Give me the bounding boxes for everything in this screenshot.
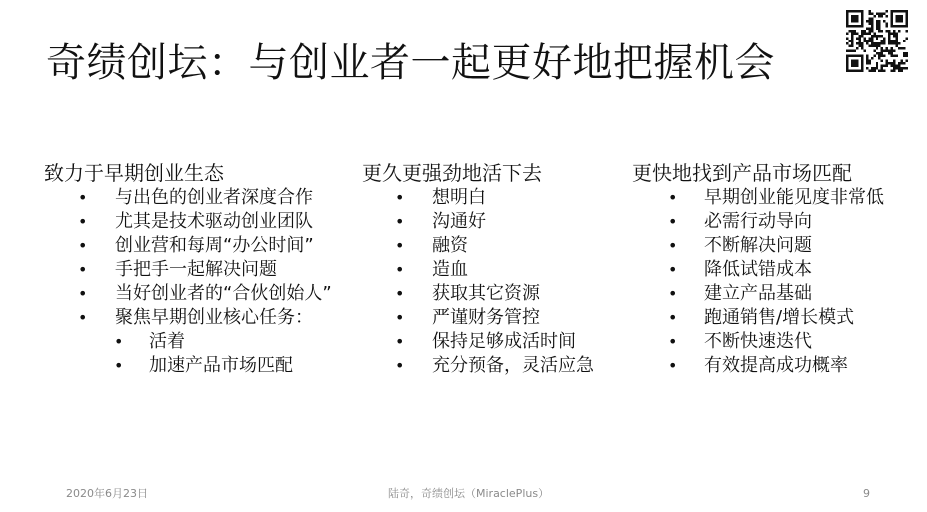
bullet-icon: • <box>395 332 405 351</box>
bullet-icon: • <box>114 332 124 351</box>
bullet-list <box>362 186 594 378</box>
bullet-text: 造血 <box>432 259 468 280</box>
bullet-icon: • <box>395 284 405 303</box>
bullet-item <box>362 210 594 234</box>
bullet-icon: • <box>668 356 678 375</box>
bullet-text: 加速产品市场匹配 <box>149 355 293 376</box>
bullet-list <box>44 186 332 378</box>
bullet-text: 充分预备，灵活应急 <box>432 355 594 376</box>
bullet-icon: • <box>668 332 678 351</box>
bullet-text: 尤其是技术驱动创业团队 <box>115 211 313 232</box>
column-heading: 更快地找到产品市场匹配 <box>632 161 852 185</box>
slide-title: 奇绩创坛：与创业者一起更好地把握机会 <box>46 40 775 86</box>
bullet-icon: • <box>395 260 405 279</box>
bullet-text: 当好创业者的“合伙创始人” <box>115 283 332 304</box>
footer-presenter: 陆奇，奇绩创坛（MiraclePlus） <box>388 487 550 500</box>
bullet-text: 融资 <box>432 235 468 256</box>
sub-bullet-item <box>44 354 332 378</box>
column-startup-ecosystem <box>44 160 332 378</box>
bullet-icon: • <box>668 260 678 279</box>
column-survive-longer <box>362 160 594 378</box>
bullet-icon: • <box>78 188 88 207</box>
bullet-icon: • <box>395 236 405 255</box>
bullet-icon: • <box>114 356 124 375</box>
bullet-icon: • <box>668 308 678 327</box>
bullet-icon: • <box>78 236 88 255</box>
bullet-item <box>632 330 884 354</box>
bullet-text: 想明白 <box>432 187 486 208</box>
bullet-text: 必需行动导向 <box>704 211 812 232</box>
bullet-item <box>44 210 332 234</box>
footer-date: 2020年6月23日 <box>66 487 148 500</box>
bullet-icon: • <box>668 236 678 255</box>
column-heading: 致力于早期创业生态 <box>44 161 224 185</box>
bullet-item <box>632 234 884 258</box>
bullet-item <box>632 306 884 330</box>
bullet-icon: • <box>668 188 678 207</box>
bullet-icon: • <box>78 308 88 327</box>
sub-bullet-item <box>44 330 332 354</box>
bullet-item <box>632 282 884 306</box>
bullet-icon: • <box>395 188 405 207</box>
bullet-item <box>44 258 332 282</box>
bullet-list <box>632 186 884 378</box>
bullet-icon: • <box>395 356 405 375</box>
bullet-icon: • <box>395 212 405 231</box>
bullet-item <box>362 234 594 258</box>
bullet-text: 有效提高成功概率 <box>704 355 848 376</box>
bullet-icon: • <box>78 284 88 303</box>
bullet-text: 聚焦早期创业核心任务： <box>115 307 313 328</box>
bullet-item <box>44 306 332 330</box>
bullet-item <box>632 186 884 210</box>
column-product-market-fit <box>632 160 884 378</box>
bullet-icon: • <box>395 308 405 327</box>
bullet-text: 建立产品基础 <box>704 283 812 304</box>
bullet-text: 早期创业能见度非常低 <box>704 187 884 208</box>
bullet-text: 不断解决问题 <box>704 235 812 256</box>
bullet-item <box>362 306 594 330</box>
bullet-text: 严谨财务管控 <box>432 307 540 328</box>
bullet-item <box>362 354 594 378</box>
bullet-text: 创业营和每周“办公时间” <box>115 235 314 256</box>
bullet-text: 降低试错成本 <box>704 259 812 280</box>
bullet-text: 与出色的创业者深度合作 <box>115 187 313 208</box>
bullet-item <box>632 210 884 234</box>
bullet-item <box>362 186 594 210</box>
bullet-text: 沟通好 <box>432 211 486 232</box>
footer-page-number: 9 <box>863 487 870 500</box>
bullet-item <box>362 258 594 282</box>
bullet-item <box>44 282 332 306</box>
bullet-item <box>362 330 594 354</box>
bullet-text: 活着 <box>149 331 185 352</box>
column-heading: 更久更强劲地活下去 <box>362 161 542 185</box>
bullet-text: 手把手一起解决问题 <box>115 259 277 280</box>
qr-code-icon <box>846 10 908 72</box>
bullet-item <box>632 354 884 378</box>
bullet-text: 保持足够成活时间 <box>432 331 576 352</box>
bullet-item <box>44 234 332 258</box>
bullet-item <box>632 258 884 282</box>
bullet-icon: • <box>78 212 88 231</box>
bullet-item <box>362 282 594 306</box>
bullet-text: 跑通销售/增长模式 <box>704 307 855 328</box>
bullet-text: 不断快速迭代 <box>704 331 812 352</box>
bullet-icon: • <box>78 260 88 279</box>
bullet-icon: • <box>668 212 678 231</box>
bullet-text: 获取其它资源 <box>432 283 540 304</box>
bullet-icon: • <box>668 284 678 303</box>
bullet-item <box>44 186 332 210</box>
